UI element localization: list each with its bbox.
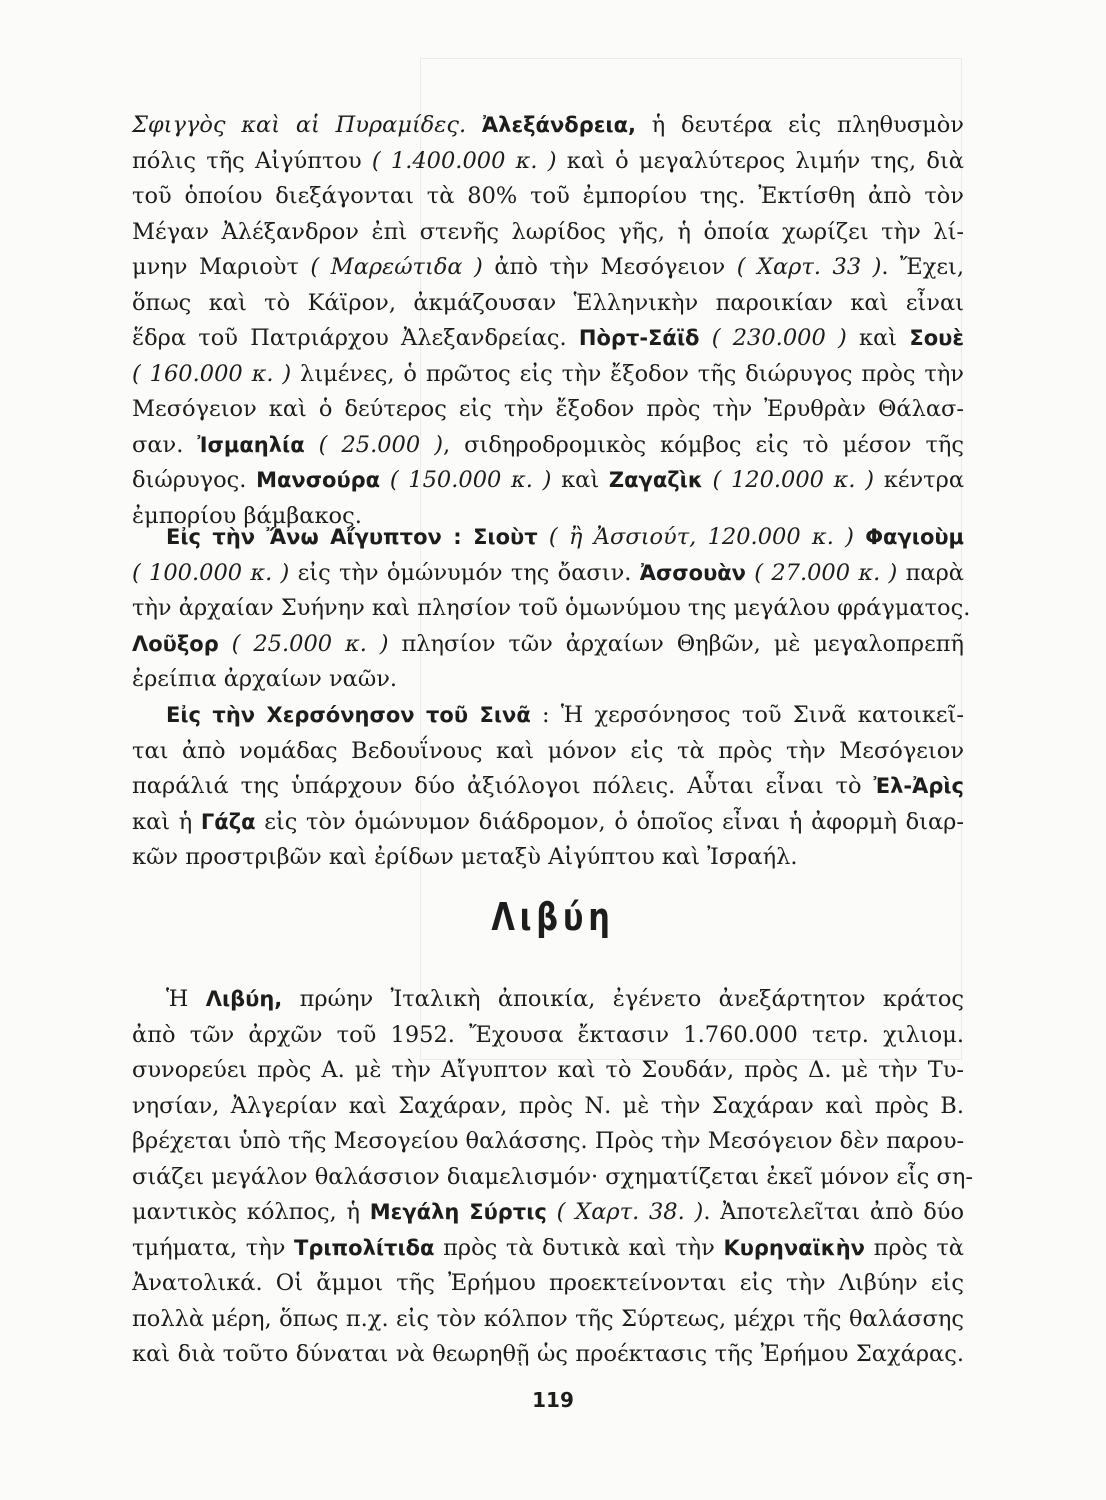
text-line: ἀπὸ τῶν ἀρχῶν τοῦ 1952. Ἔχουσα ἔκτασιν 1.760.000 τετρ. χιλιομ. [132,1021,964,1048]
text-line: πόλις τῆς Αἰγύπτου ( 1.400.000 κ. ) καὶ ὁ μεγαλύτερος λιμήν της, διὰ [132,147,964,174]
text-line: Εἰς τὴν Χερσόνησον τοῦ Σινᾶ : Ἡ χερσόνησος τοῦ Σινᾶ κατοικεῖ- [166,702,964,728]
text-line: ( 100.000 κ. ) εἰς τὴν ὁμώνυμόν της ὄασιν. Ἀσσουὰν ( 27.000 κ. ) παρὰ [132,559,964,586]
text-line: τμήματα, τὴν Τριπολίτιδα πρὸς τὰ δυτικὰ καὶ τὴν Κυρηναϊκὴν πρὸς τὰ [132,1234,965,1261]
text-line: πολλὰ μέρη, ὅπως π.χ. εἰς τὸν κόλπον τῆς Σύρτεως, μέχρι τῆς θαλάσσης [132,1305,964,1332]
paragraph-alexandria [132,108,964,534]
text-line: σαν. Ἰσμαηλία ( 25.000 ), σιδηροδρομικὸς κόμβος εἰς τὸ μέσον τῆς [132,431,965,458]
text-line: μνην Μαριοὺτ ( Μαρεώτιδα ) ἀπὸ τὴν Μεσόγειον ( Χαρτ. 33 ). Ἔχει, [132,254,965,280]
text-line: Ἀνατολικά. Οἱ ἄμμοι τῆς Ἐρήμου προεκτείνονται εἰς τὴν Λιβύην εἰς [132,1270,964,1296]
paragraph-sinai [132,698,964,876]
text-line: τὴν ἀρχαίαν Συήνην καὶ πλησίον τοῦ ὁμωνύμου της μεγάλου φράγματος. [132,595,971,621]
text-line: ἕδρα τοῦ Πατριάρχου Ἀλεξανδρείας. Πὸρτ-Σάϊδ ( 230.000 ) καὶ Σουὲ [132,325,965,351]
text-line: κῶν προστριβῶν καὶ ἐρίδων μεταξὺ Αἰγύπτου καὶ Ἰσραήλ. [132,844,798,870]
text-line: Εἰς τὴν Ἄνω Αἴγυπτον : Σιοὺτ ( ἢ Ἀσσιούτ, 120.000 κ. ) Φαγιοὺμ [166,524,965,550]
page-number: 119 [532,1388,574,1412]
text-line: Λοῦξορ ( 25.000 κ. ) πλησίον τῶν ἀρχαίων Θηβῶν, μὲ μεγαλοπρεπῆ [132,630,965,657]
text-line: καὶ ἡ Γάζα εἰς τὸν ὁμώνυμον διάδρομον, ὁ ὁποῖος εἶναι ἡ ἀφορμὴ διαρ- [132,808,964,835]
text-line: ( 160.000 κ. ) λιμένες, ὁ πρῶτος εἰς τὴν ἔξοδον τῆς διώρυγος πρὸς τὴν [132,360,964,387]
text-line: σιάζει μεγάλον θαλάσσιον διαμελισμόν· σχηματίζεται ἐκεῖ μόνον εἷς ση- [132,1163,973,1190]
text-line: τοῦ ὁποίου διεξάγονται τὰ 80% τοῦ ἐμπορίου της. Ἐκτίσθη ἀπὸ τὸν [132,183,964,209]
paragraph-libya [132,982,973,1373]
text-line: Ἡ Λιβύη, πρώην Ἰταλικὴ ἀποικία, ἐγένετο ἀνεξάρτητον κράτος [166,986,965,1012]
text-line: Μέγαν Ἀλέξανδρον ἐπὶ στενῆς λωρίδος γῆς, ἡ ὁποία χωρίζει τὴν λί- [132,218,964,245]
text-line: μαντικὸς κόλπος, ἡ Μεγάλη Σύρτις ( Χαρτ. 38. ). Ἀποτελεῖται ἀπὸ δύο [132,1199,965,1225]
section-heading-libya: Λιβύη [491,895,615,939]
text-line: βρέχεται ὑπὸ τῆς Μεσογείου θαλάσσης. Πρὸς τὴν Μεσόγειον δὲν παρου- [132,1128,965,1154]
text-line: διώρυγος. Μανσούρα ( 150.000 κ. ) καὶ Ζαγαζὶκ ( 120.000 κ. ) κέντρα [132,467,965,493]
text-line: παράλιά της ὑπάρχουν δύο ἀξιόλογοι πόλεις. Αὗται εἶναι τὸ Ἐλ-Ἀρὶς [132,773,964,799]
text-line: ται ἀπὸ νομάδας Βεδουΐνους καὶ μόνον εἰς τὰ πρὸς τὴν Μεσόγειον [132,737,964,764]
text-line: συνορεύει πρὸς Α. μὲ τὴν Αἴγυπτον καὶ τὸ Σουδάν, πρὸς Δ. μὲ τὴν Τυ- [132,1057,964,1083]
text-line: ἐρείπια ἀρχαίων ναῶν. [132,666,398,692]
text-line: καὶ διὰ τοῦτο δύναται νὰ θεωρηθῇ ὡς προέκτασις τῆς Ἐρήμου Σαχάρας. [132,1341,964,1367]
text-line: ὅπως καὶ τὸ Κάϊρον, ἀκμάζουσαν Ἑλληνικὴν παροικίαν καὶ εἶναι [132,289,964,316]
text-line: ἐμπορίου βάμβακος. [132,502,362,529]
text-line: Μεσόγειον καὶ ὁ δεύτερος εἰς τὴν ἔξοδον πρὸς τὴν Ἐρυθρὰν Θάλασ- [132,396,964,422]
text-line: νησίαν, Ἀλγερίαν καὶ Σαχάραν, πρὸς Ν. μὲ τὴν Σαχάραν καὶ πρὸς Β. [132,1092,964,1119]
text-line: Σφιγγὸς καὶ αἱ Πυραμίδες. Ἀλεξάνδρεια, ἡ δευτέρα εἰς πληθυσμὸν [132,112,964,138]
paragraph-upper-egypt [132,520,971,698]
